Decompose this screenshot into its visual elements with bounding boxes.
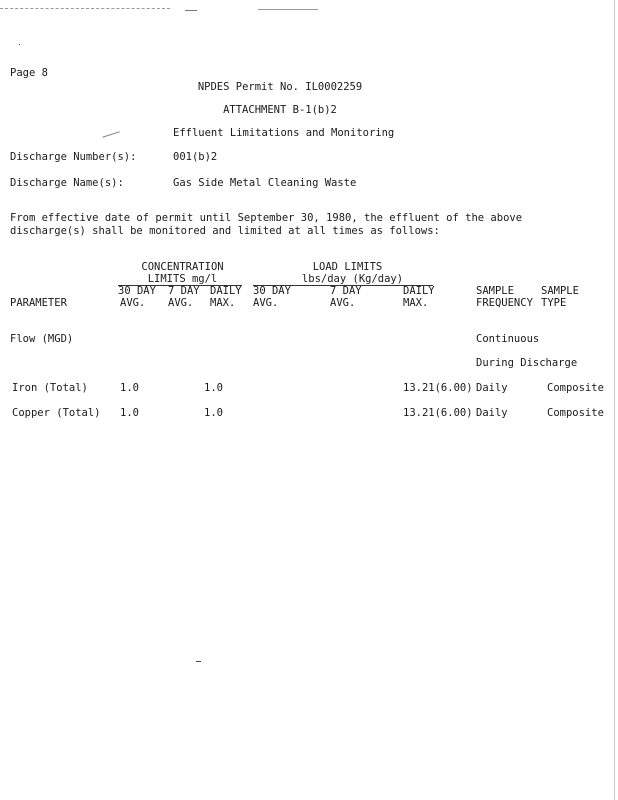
row-conc-daily: 1.0 [204,407,223,419]
row-conc-30day: 1.0 [120,382,139,394]
col-type-line2: TYPE [541,297,567,309]
row-frequency: During Discharge [476,357,578,369]
row-load-daily: 13.21(6.00) [403,407,473,419]
col-frequency-line2: FREQUENCY [476,297,533,309]
intro-text-line-1: From effective date of permit until September 30, 1980, the effluent of the above [10,212,523,224]
scan-artifact-top [0,8,170,9]
load-limits-header: LOAD LIMITS [312,261,383,273]
col-load-7day-line1: 7 DAY [330,285,362,297]
row-parameter: Copper (Total) [12,407,101,419]
row-frequency: Daily [476,382,508,394]
row-frequency: Daily [476,407,508,419]
scan-edge-line [614,0,615,800]
row-type: Composite [547,382,604,394]
intro-text-line-2: discharge(s) shall be monitored and limited at all times as follows: [10,225,440,237]
scan-speck [196,661,201,662]
scan-artifact-mark [185,10,197,11]
discharge-name-value: Gas Side Metal Cleaning Waste [173,177,357,189]
concentration-units: LIMITS mg/l [147,273,218,285]
row-load-daily: 13.21(6.00) [403,382,473,394]
section-title: Effluent Limitations and Monitoring [173,127,395,139]
col-load-daily-line2: MAX. [403,297,429,309]
col-type-line1: SAMPLE [541,285,579,297]
discharge-number-label: Discharge Number(s): [10,151,137,163]
col-conc-daily-line1: DAILY [210,285,242,297]
attachment-title: ATTACHMENT B-1(b)2 [223,104,337,116]
row-type: Composite [547,407,604,419]
scan-artifact-mark [258,9,318,10]
page-number: Page 8 [10,67,48,79]
col-conc-30day-line2: AVG. [120,297,146,309]
col-conc-30day-line1: 30 DAY [118,285,156,297]
col-parameter: PARAMETER [10,297,67,309]
row-conc-30day: 1.0 [120,407,139,419]
scan-speck [102,131,119,138]
row-conc-daily: 1.0 [204,382,223,394]
load-limits-units: lbs/day (Kg/day) [301,273,404,285]
col-load-7day-line2: AVG. [330,297,356,309]
col-frequency-line1: SAMPLE [476,285,514,297]
col-load-30day-line1: 30 DAY [253,285,291,297]
scan-speck [19,44,20,45]
col-load-daily-line1: DAILY [403,285,435,297]
discharge-name-label: Discharge Name(s): [10,177,124,189]
row-frequency: Continuous [476,333,540,345]
permit-number: NPDES Permit No. IL0002259 [197,81,363,93]
row-parameter: Flow (MGD) [10,333,74,345]
col-load-30day-line2: AVG. [253,297,279,309]
col-conc-daily-line2: MAX. [210,297,236,309]
col-conc-7day-line2: AVG. [168,297,194,309]
concentration-header: CONCENTRATION [141,261,224,273]
row-parameter: Iron (Total) [12,382,88,394]
discharge-number-value: 001(b)2 [173,151,218,163]
col-conc-7day-line1: 7 DAY [168,285,200,297]
